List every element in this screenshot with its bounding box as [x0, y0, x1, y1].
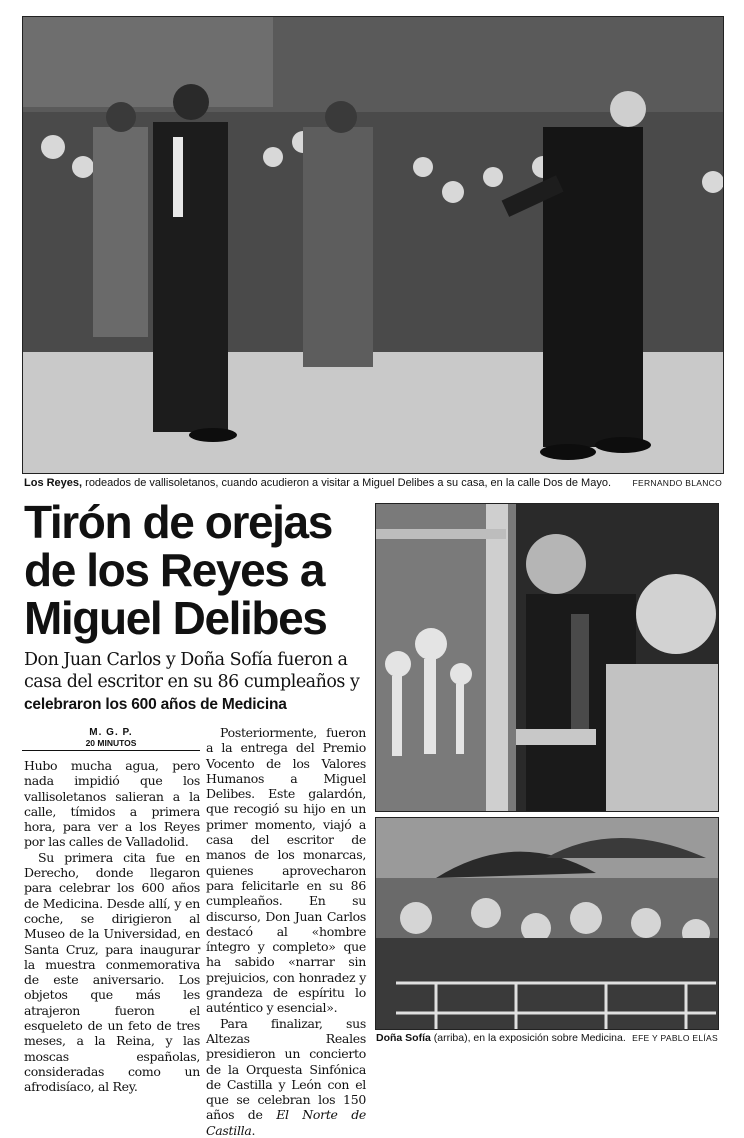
byline-author: M. G. P. [89, 727, 133, 738]
subhead-text: Don Juan Carlos y Doña Sofía fueron a casa del escritor en su 86 cumpleaños y [24, 650, 360, 692]
caption-lead: Doña Sofía [376, 1032, 431, 1044]
queen-exhibition-photo [375, 503, 719, 812]
subhead-highlight: celebraron los 600 años de Medicina [24, 696, 287, 713]
headline-line-1: Tirón de orejas [24, 496, 332, 548]
body-column-middle [206, 725, 366, 1138]
photo-credit: FERNANDO BLANCO [632, 478, 722, 488]
crowd-umbrellas-photo [375, 817, 719, 1030]
final-period: . [251, 1122, 256, 1138]
subheadline [24, 649, 369, 716]
byline-outlet: 20 MINUTOS [22, 738, 200, 751]
caption-text: rodeados de vallisoletanos, cuando acudieron a visitar a Miguel Delibes a su casa, en la calle Dos de Mayo. [82, 477, 612, 489]
newspaper-name: El Norte de Castilla [206, 1107, 367, 1138]
body-paragraph: Hubo mucha agua, pero nada impidió que los vallisoletanos salieran a la calle, tímidos a primera hora, para ver a los Reyes por las calles de Valladolid. [24, 758, 200, 850]
headline-line-2: de los Reyes a [24, 544, 325, 596]
headline [24, 498, 369, 642]
photo-credit: EFE Y PABLO ELÍAS [632, 1033, 718, 1043]
top-photo-caption [24, 476, 724, 490]
byline [22, 727, 200, 751]
body-paragraph-final [206, 1016, 366, 1138]
body-paragraph: Su primera cita fue en Derecho, donde llegaron para celebrar los 600 años de Medicina. Desde allí, y en coche, se dirigieron al Museo de la Universidad, en Santa Cruz, para inaugurar la muestra conmemorativa de este aniversario. Los objetos que más les atrajeron fueron el esqueleto de un feto de tres meses, a la Reina, y las moscas españolas, consideradas como un afrodisíaco, al Rey. [24, 849, 200, 1095]
headline-line-3: Miguel Delibes [24, 592, 327, 644]
body-column-left [24, 758, 200, 1095]
body-paragraph: Posteriormente, fueron a la entrega del Premio Vocento de los Valores Humanos a Miguel Delibes. Este galardón, que recogió su hijo en un primer momento, viajó a casa del escritor de manos de los monarcas, quienes aprovecharon para felicitarle en su 86 cumpleaños. En su discurso, Don Juan Carlos destacó al «hombre íntegro y completo» que ha sabido «narrar sin prejuicios, con honradez y grandeza de espíritu lo auténtico y esencial». [206, 725, 366, 1016]
right-photos-caption [376, 1032, 718, 1044]
caption-lead: Los Reyes, [24, 477, 83, 489]
final-text: Para finalizar, sus Altezas Reales presidieron un concierto de la Orquesta Sinfónica de Castilla y León con el que se celebran los 150 años de [206, 1015, 366, 1123]
top-photo [22, 16, 724, 474]
caption-text: (arriba), en la exposición sobre Medicina. [430, 1032, 626, 1044]
